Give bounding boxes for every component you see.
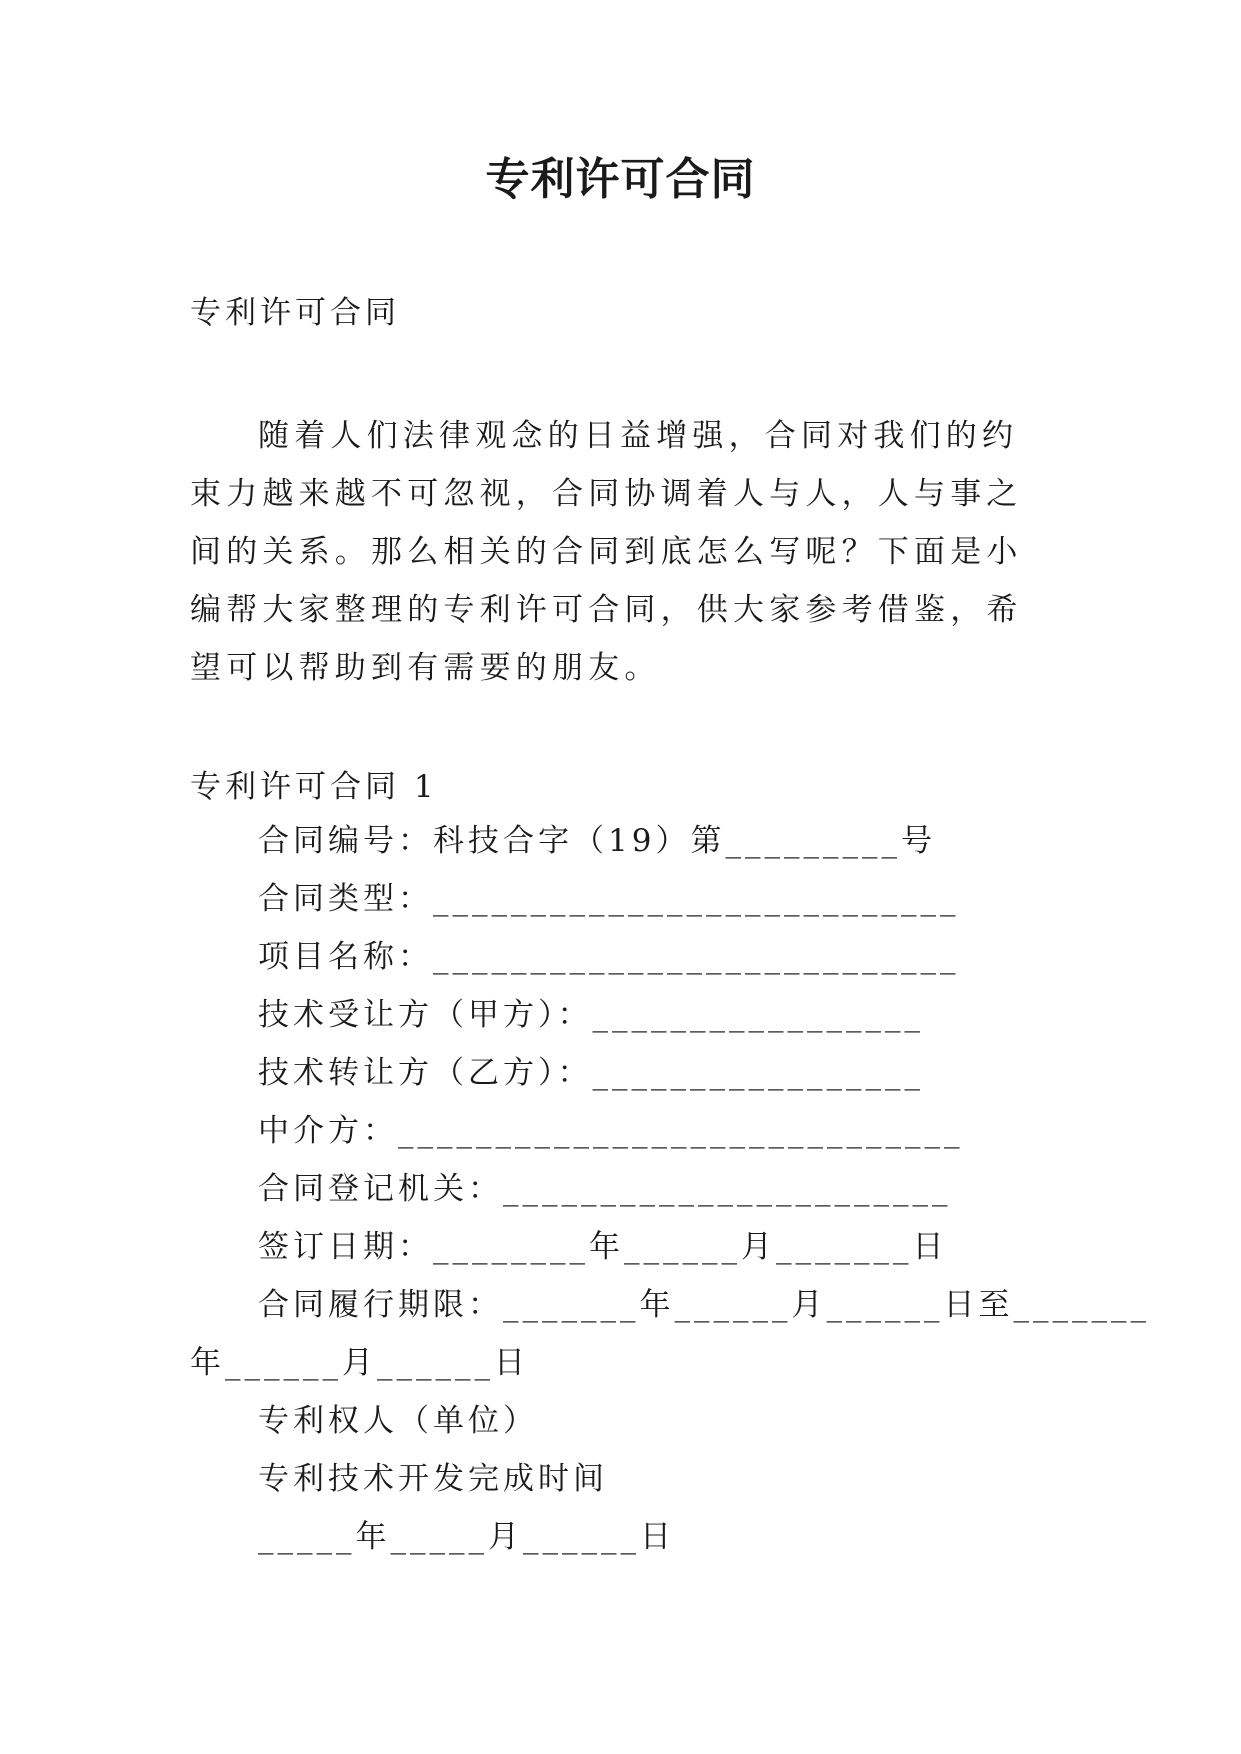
signing-date-field: 签订日期：________年______月_______日 [258,1229,948,1265]
project-name-field: 项目名称：___________________________ [258,939,960,975]
registration-authority-field: 合同登记机关：_______________________ [258,1171,952,1207]
development-completion-time-field: 专利技术开发完成时间 [258,1461,608,1497]
document-title: 专利许可合同 [485,154,756,205]
party-a-field: 技术受让方（甲方）：_________________ [258,997,924,1033]
performance-period-field: 合同履行期限：_______年______月______日至_______ [258,1287,1150,1323]
patentee-field: 专利权人（单位） [258,1403,538,1439]
intro-paragraph: 随着人们法律观念的日益增强，合同对我们的约束力越来越不可忽视，合同协调着人与人，人与事之间的关系。那么相关的合同到底怎么写呢？下面是小编帮大家整理的专利许可合同，供大家参考借鉴，希望可以帮助到有需要的朋友。 [190,418,1023,686]
party-b-field: 技术转让方（乙方）：_________________ [258,1055,924,1091]
performance-period-continued: 年______月______日 [190,1345,529,1381]
contract-type-field: 合同类型：___________________________ [258,881,960,917]
contract-fields [190,812,1150,1566]
section-title: 专利许可合同 1 [190,769,438,805]
completion-date-field: _____年_____月______日 [258,1519,675,1555]
contract-number-field: 合同编号：科技合字（19）第_________号 [258,823,936,859]
intermediary-field: 中介方：_____________________________ [258,1113,964,1149]
document-subtitle: 专利许可合同 [190,295,400,331]
